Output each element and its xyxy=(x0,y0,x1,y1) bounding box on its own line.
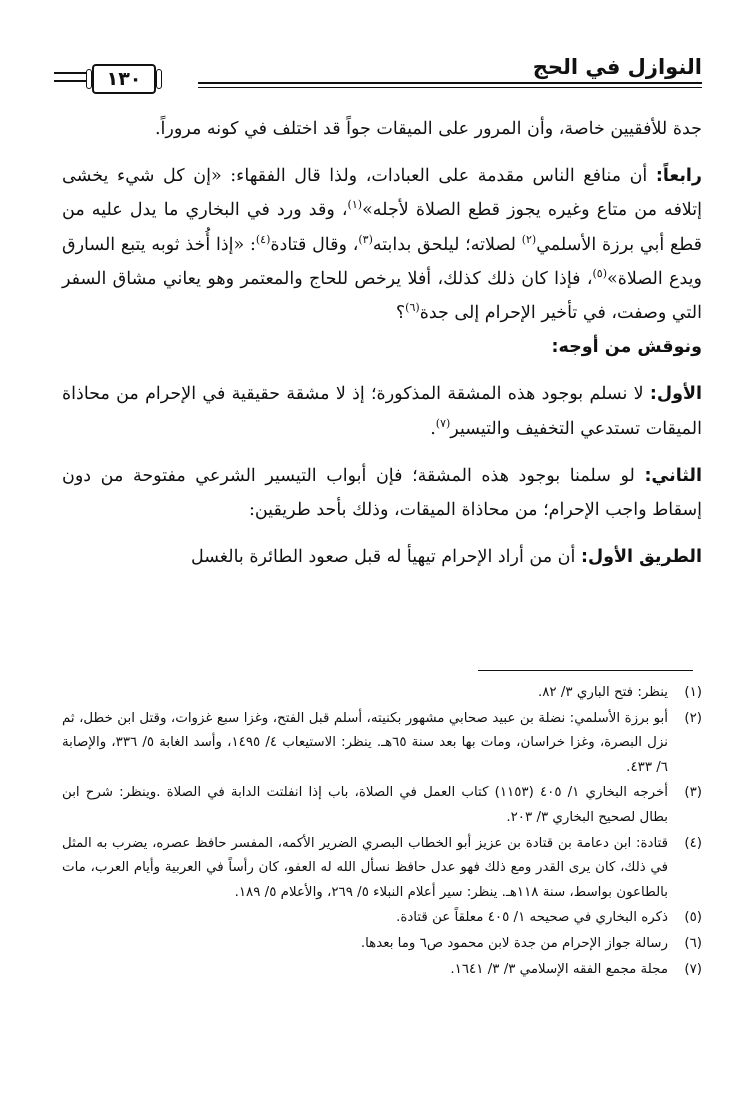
footnote-number: (٢) xyxy=(684,710,702,726)
footnote-ref: (٤) xyxy=(255,232,271,246)
footnote-text: أبو برزة الأسلمي: نضلة بن عبيد صحابي مشهور بكنيته، أسلم قبل الفتح، وغزا سبع غزوات، وقتل ابن خطل، ثم نزل البصرة، وغزا خراسان، ومات بها بعد سنة ٦٥هـ. ينظر: الاستيعاب ٤/ ١٤٩٥، وأسد الغابة ٥/ ٣٣٦، والإصابة ٦/ ٤٣٣. xyxy=(62,710,668,775)
footnote-text: مجلة مجمع الفقه الإسلامي ٣/ ٣/ ١٦٤١. xyxy=(450,961,668,977)
footnote-text: ذكره البخاري في صحيحه ١/ ٤٠٥ معلقاً عن قتادة. xyxy=(396,910,668,926)
footnote-ref: (٥) xyxy=(592,266,608,280)
page-number: ١٣٠ xyxy=(92,64,156,94)
footnote-number: (١) xyxy=(684,685,702,700)
label-second: الثاني: xyxy=(644,465,702,486)
footnote-ref: (١) xyxy=(347,198,363,212)
footnote-ref: (٢) xyxy=(521,232,537,246)
footnote-ref: (٣) xyxy=(358,232,373,246)
footnote-text: رسالة جواز الإحرام من جدة لابن محمود ص٦ وما بعدها. xyxy=(360,935,668,951)
label-fourth: رابعاً: xyxy=(655,166,702,187)
footnote-item xyxy=(62,707,702,781)
footnote-item xyxy=(62,906,702,931)
footnote-number: (٥) xyxy=(684,910,702,926)
header-rule xyxy=(198,82,702,88)
footnote-number: (٤) xyxy=(684,835,702,851)
footnote-ref: (٦) xyxy=(405,301,420,315)
running-title: النوازل في الحج xyxy=(532,55,702,79)
paragraph-second: الثاني: لو سلمنا بوجود هذه المشقة؛ فإن أبواب التيسير الشرعي مفتوحة من دون إسقاط واجب الإحرام؛ من محاذاة الميقات، وذلك بأحد طريقين: xyxy=(62,465,702,521)
footnote-item xyxy=(62,958,702,983)
header-ornament-lines xyxy=(54,72,86,82)
footnote-item xyxy=(62,932,702,957)
footnotes xyxy=(62,681,702,983)
page-header xyxy=(54,48,702,94)
label-first-way: الطريق الأول: xyxy=(580,547,702,568)
footnote-text: قتادة: ابن دعامة بن قتادة بن عزيز أبو الخطاب البصري الضرير الأكمه، المفسر حافظ عصره، يضرب به المثل في ذلك، كان يرى القدر ومع ذلك فهو عدل حافظ نسأل الله له العفو، كان رأساً في العربية وأيام العرب، مات بالطاعون بواسط، سنة ١١٨هـ. ينظر: سير أعلام النبلاء ٥/ ٢٦٩، والأعلام ٥/ ١٨٩. xyxy=(62,835,668,900)
paragraph-fourth: رابعاً: أن منافع الناس مقدمة على العبادات، ولذا قال الفقهاء: «إن كل شيء يخشى إتلافه من متاع وغيره يجوز قطع الصلاة لأجله»$^{(١)}$، وقد ورد في البخاري ما يدل عليه من قطع أبي برزة الأسلمي$^{(٢)}$ لصلاته؛ ليلحق بدابته$^{(٣)}$، وقال قتادة$^{(٤)}$: «إذا أُخذ ثوبه يتبع السارق ويدع الصلاة»$^{(٥)}$، فإذا كان ذلك كذلك، أفلا يرخص للحاج والمعتمر وهو يعاني مشاق السفر التي وصفت، في تأخير الإحرام إلى جدة$^{(٦)}$؟ xyxy=(62,166,703,324)
main-text xyxy=(62,112,702,574)
footnote-item xyxy=(62,781,702,830)
section-heading: ونوقش من أوجه: xyxy=(551,337,702,358)
footnote-number: (٦) xyxy=(684,935,702,951)
paragraph-first-way: الطريق الأول: أن من أراد الإحرام تيهيأ له قبل صعود الطائرة بالغسل xyxy=(190,547,702,568)
label-first: الأول: xyxy=(649,384,702,405)
paragraph-first: الأول: لا نسلم بوجود هذه المشقة المذكورة؛ إذ لا مشقة حقيقية في الإحرام من محاذاة الميقات تستدعي التخفيف والتيسير$^{(٧)}$. xyxy=(62,384,702,439)
footnote-separator xyxy=(478,670,693,671)
footnote-item xyxy=(62,832,702,906)
footnote-number: (٣) xyxy=(684,785,702,801)
footnote-number: (٧) xyxy=(684,961,702,977)
footnote-text: أخرجه البخاري ١/ ٤٠٥ (١١٥٣) كتاب العمل في الصلاة، باب إذا انفلتت الدابة في الصلاة .وينظر: شرح ابن بطال لصحيح البخاري ٣/ ٢٠٣. xyxy=(62,785,668,825)
footnote-ref: (٧) xyxy=(435,416,451,430)
footnote-text: ينظر: فتح الباري ٣/ ٨٢. xyxy=(537,685,668,700)
paragraph-continuation: جدة للأفقيين خاصة، وأن المرور على الميقات جواً قد اختلف في كونه مروراً. xyxy=(154,119,702,139)
footnote-item xyxy=(62,681,702,706)
